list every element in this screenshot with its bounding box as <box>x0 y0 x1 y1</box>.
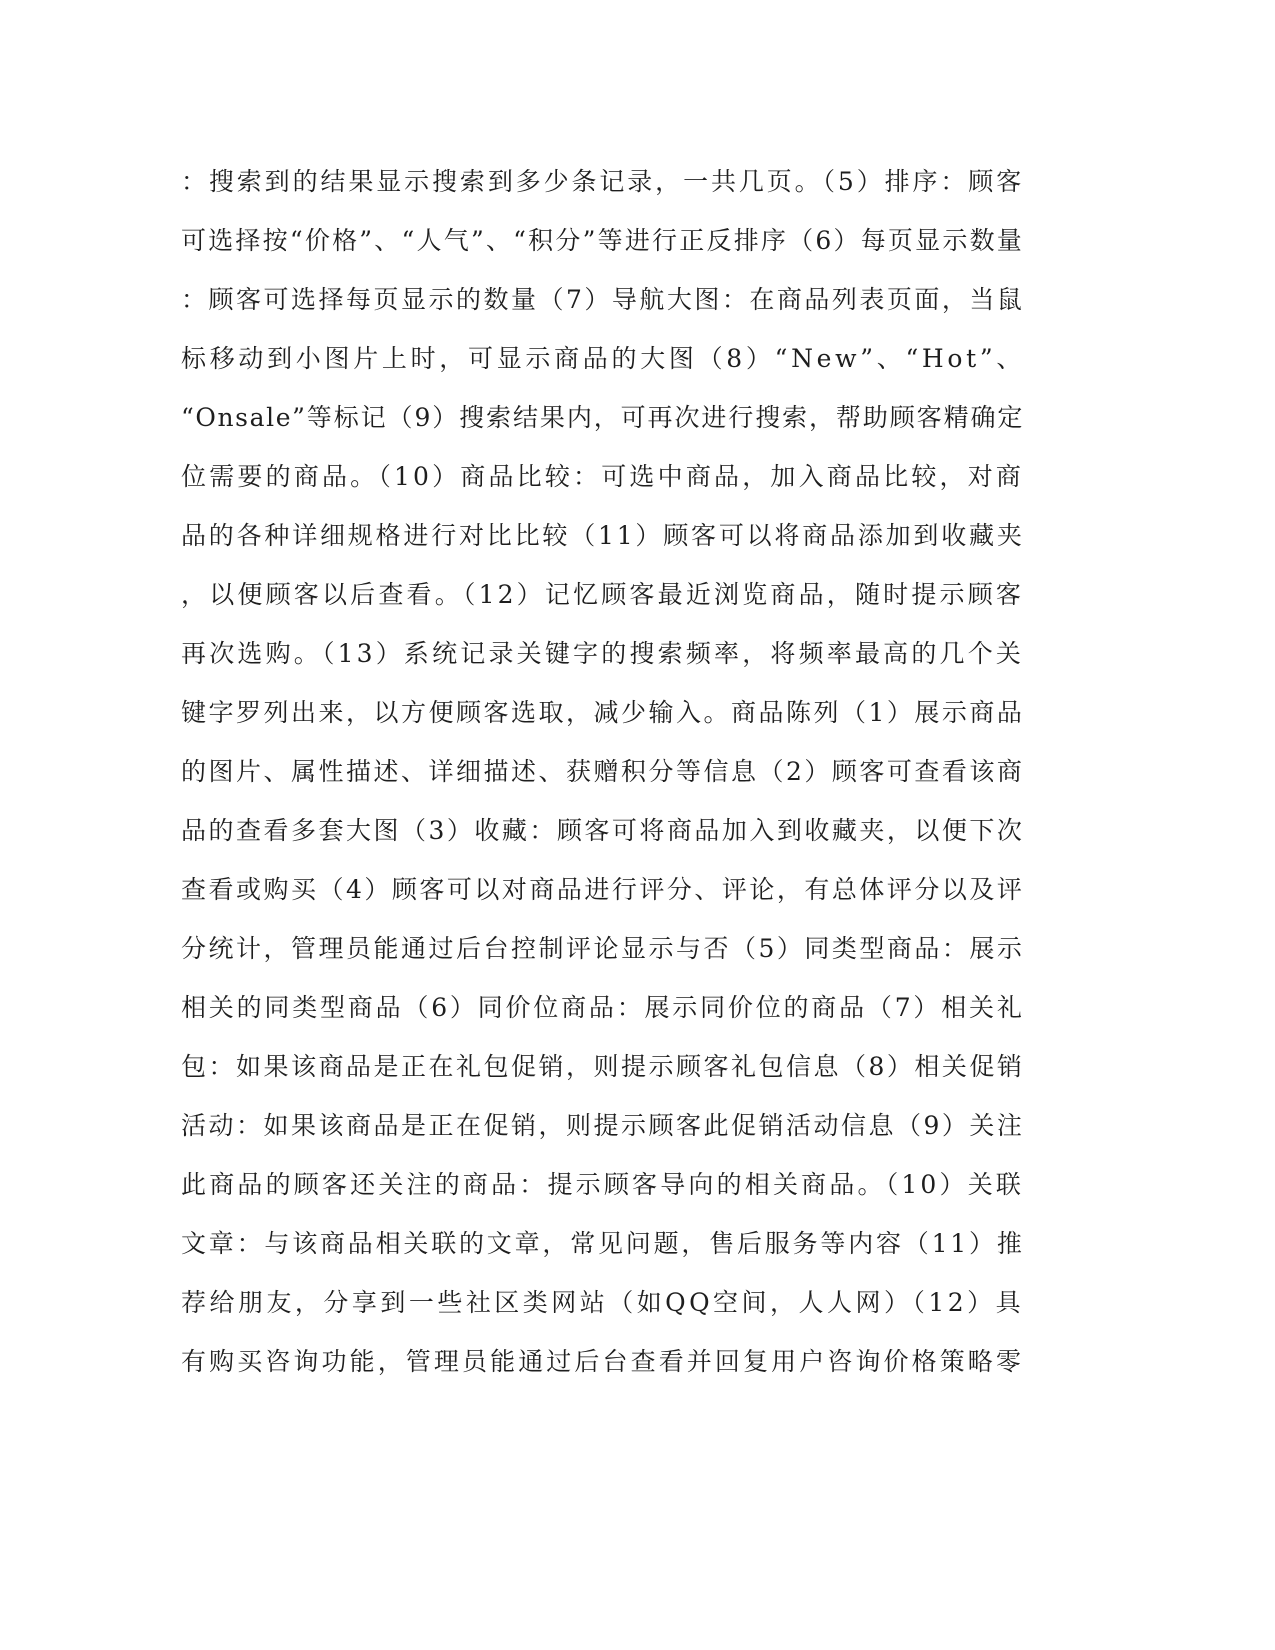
text-line: “Onsale”等标记（9）搜索结果内，可再次进行搜索，帮助顾客精确定 <box>181 403 1024 432</box>
text-line: 分统计，管理员能通过后台控制评论显示与否（5）同类型商品：展示 <box>181 934 1025 963</box>
text-line: 再次选购。（13）系统记录关键字的搜索频率，将频率最高的几个关 <box>181 639 1024 668</box>
text-line: ：搜索到的结果显示搜索到多少条记录，一共几页。（5）排序：顾客 <box>181 167 1024 196</box>
text-line: 此商品的顾客还关注的商品：提示顾客导向的相关商品。（10）关联 <box>181 1170 1024 1199</box>
text-line: ：顾客可选择每页显示的数量（7）导航大图：在商品列表页面，当鼠 <box>181 285 1025 314</box>
text-line: 位需要的商品。（10）商品比较：可选中商品，加入商品比较，对商 <box>181 462 1024 491</box>
text-line: 品的查看多套大图（3）收藏：顾客可将商品加入到收藏夹，以便下次 <box>181 816 1025 845</box>
text-line: 品的各种详细规格进行对比比较（11）顾客可以将商品添加到收藏夹 <box>181 521 1025 550</box>
text-line: 键字罗列出来，以方便顾客选取，减少输入。商品陈列（1）展示商品 <box>181 698 1025 727</box>
text-line: 活动：如果该商品是正在促销，则提示顾客此促销活动信息（9）关注 <box>181 1111 1025 1140</box>
text-line: ，以便顾客以后查看。（12）记忆顾客最近浏览商品，随时提示顾客 <box>181 580 1024 609</box>
text-line: 的图片、属性描述、详细描述、获赠积分等信息（2）顾客可查看该商 <box>181 757 1025 786</box>
text-line: 包：如果该商品是正在礼包促销，则提示顾客礼包信息（8）相关促销 <box>181 1052 1025 1081</box>
text-line: 可选择按“价格”、“人气”、“积分”等进行正反排序（6）每页显示数量 <box>181 226 1024 255</box>
text-line: 有购买咨询功能，管理员能通过后台查看并回复用户咨询价格策略零 <box>181 1347 1025 1376</box>
text-line: 标移动到小图片上时，可显示商品的大图（8）“New”、“Hot”、 <box>181 344 1026 373</box>
text-line: 查看或购买（4）顾客可以对商品进行评分、评论，有总体评分以及评 <box>181 875 1025 904</box>
text-line: 相关的同类型商品（6）同价位商品：展示同价位的商品（7）相关礼 <box>181 993 1025 1022</box>
text-line: 文章：与该商品相关联的文章，常见问题，售后服务等内容（11）推 <box>181 1229 1025 1258</box>
text-line: 荐给朋友，分享到一些社区类网站（如QQ空间，人人网）（12）具 <box>181 1288 1024 1317</box>
body-text <box>181 162 1061 1401</box>
